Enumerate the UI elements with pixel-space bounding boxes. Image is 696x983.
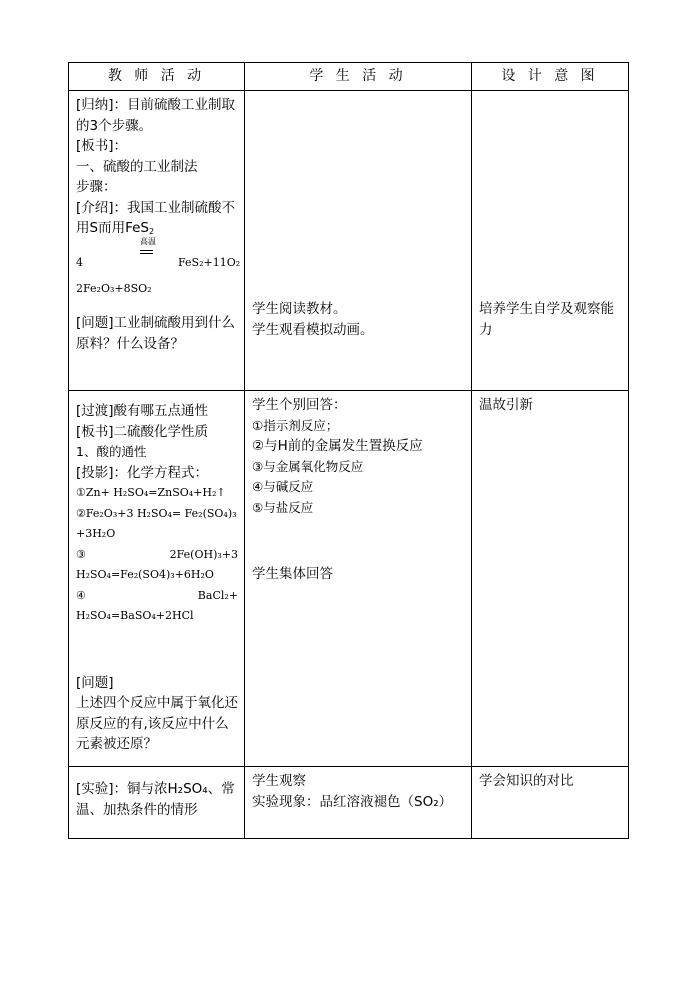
question-text: [问题]工业制硫酸用到什么原料？什么设备？	[76, 315, 236, 352]
reaction-equation	[76, 236, 241, 279]
equation-products: 2Fe₂O₃+8SO₂	[76, 281, 152, 295]
equation-coefficient: 4	[76, 255, 83, 269]
section-title: 一、硫酸的工业制法	[76, 158, 198, 175]
student-line: 实验现象：品红溶液褪色（SO₂）	[252, 793, 453, 810]
projection-text: [投影]：化学方程式：	[76, 464, 209, 481]
intent-text: 温故引新	[479, 397, 533, 413]
student-activity-cell	[245, 91, 472, 391]
equation-3: ③ 2Fe(OH)₃+3	[76, 547, 238, 561]
student-activity-cell	[245, 767, 472, 839]
answer-item: ③与金属氧化物反应	[252, 458, 364, 474]
lesson-plan-table	[68, 62, 629, 839]
teacher-activity-cell	[69, 91, 245, 391]
group-answer: 学生集体回答	[252, 566, 333, 582]
equals-sign	[140, 250, 153, 254]
equation-2: ②Fe₂O₃+3 H₂SO₄= Fe₂(SO₄)₃	[76, 506, 237, 520]
steps-label: 步骤：	[76, 179, 117, 195]
table-row	[69, 767, 629, 839]
answer-item: ②与H前的金属发生置换反应	[252, 438, 423, 454]
board-text: [板书]二硫酸化学性质	[76, 423, 209, 440]
student-heading: 学生个别回答：	[252, 397, 347, 413]
answer-item: ④与碱反应	[252, 479, 314, 494]
equation-4-cont: H₂SO₄=BaSO₄+2HCl	[76, 609, 194, 622]
summary-text: [归纳]：目前硫酸工业制取的3个步骤。	[76, 97, 236, 134]
design-intent-cell	[472, 91, 629, 391]
transition-text: [过渡]酸有哪五点通性	[76, 403, 209, 419]
answer-item: ①指示剂反应；	[252, 417, 339, 433]
equation-4: ④ BaCl₂+	[76, 588, 238, 602]
header-intent: 设 计 意 图	[472, 63, 629, 91]
equation-condition: 高温	[140, 236, 156, 246]
experiment-text: [实验]：铜与浓H₂SO₄、常温、加热条件的情形	[76, 781, 235, 818]
equation-2-cont: +3H₂O	[76, 527, 116, 540]
teacher-activity-cell	[69, 767, 245, 839]
intent-text: 学会知识的对比	[479, 773, 574, 789]
student-activity-cell	[245, 391, 472, 767]
header-teacher: 教 师 活 动	[69, 63, 245, 91]
student-line: 学生阅读教材。	[252, 301, 347, 317]
question-label: [问题]	[76, 674, 114, 691]
table-row	[69, 91, 629, 391]
teacher-activity-cell	[69, 391, 245, 767]
equation-3-cont: H₂SO₄=Fe₂(SO4)₃+6H₂O	[76, 568, 214, 581]
question-text: 上述四个反应中属于氧化还原反应的有,该反应中什么元素被还原？	[76, 695, 238, 752]
header-student: 学 生 活 动	[245, 63, 472, 91]
intro-text: [介绍]：我国工业制硫酸不用S而用FeS$_2$	[76, 199, 236, 236]
board-label: [板书]：	[76, 138, 128, 154]
design-intent-cell	[472, 391, 629, 767]
subsection-text: 1、酸的通性	[76, 444, 147, 459]
student-line: 学生观察	[252, 773, 306, 789]
answer-item: ⑤与盐反应	[252, 499, 314, 515]
header-row	[69, 63, 629, 91]
intent-text: 培养学生自学及观察能力	[479, 301, 614, 338]
equation-1: ①Zn+ H₂SO₄=ZnSO₄+H₂↑	[76, 486, 226, 499]
table-row	[69, 391, 629, 767]
student-line: 学生观看模拟动画。	[252, 321, 374, 338]
equation-reactants: FeS₂+11O₂	[178, 255, 241, 269]
design-intent-cell	[472, 767, 629, 839]
